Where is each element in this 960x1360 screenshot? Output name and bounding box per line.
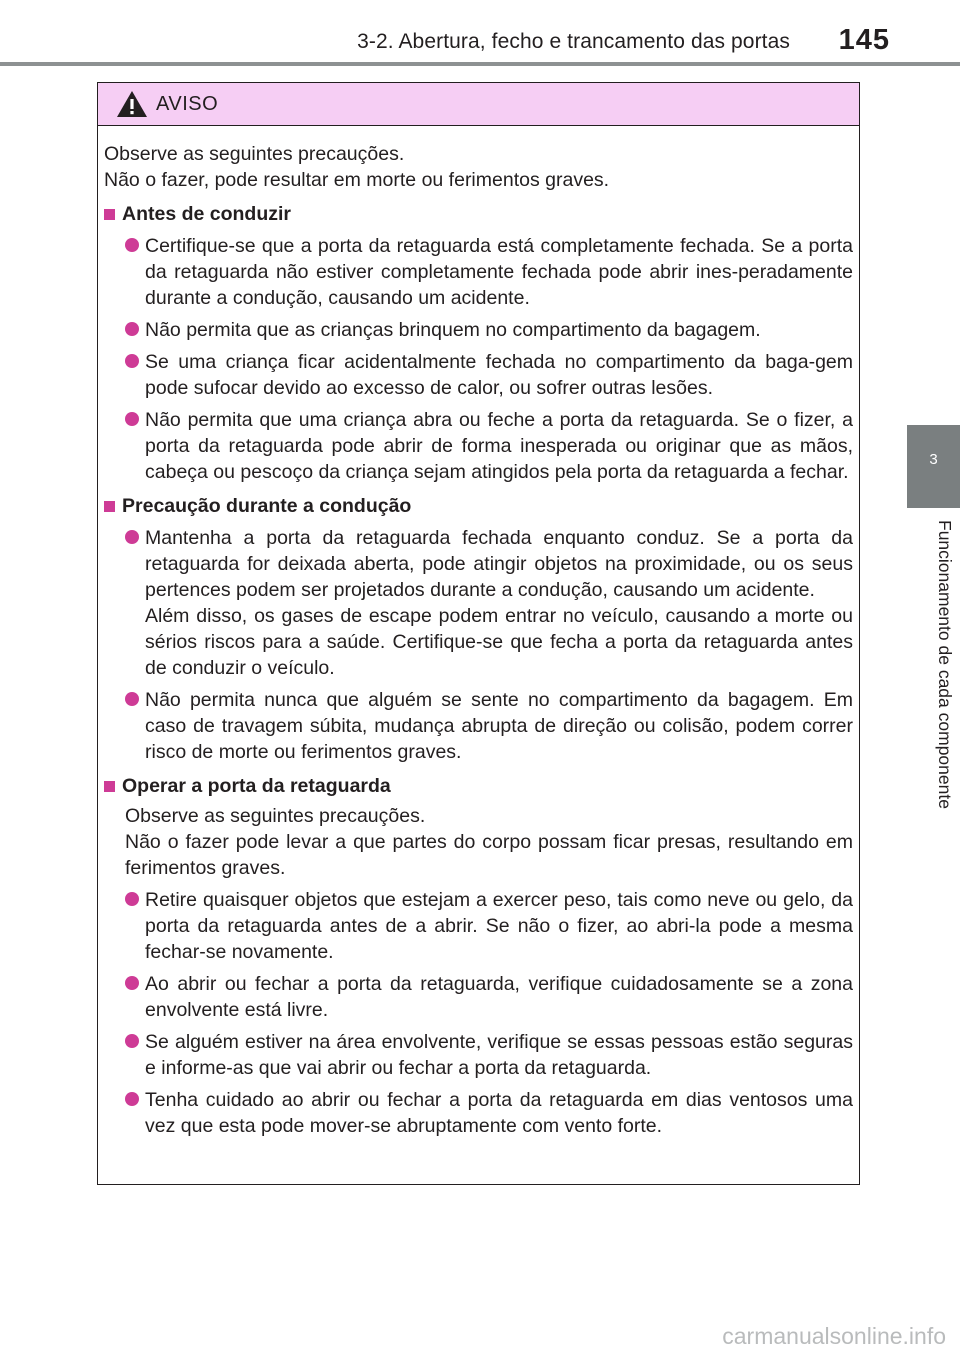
bullet-text: Além disso, os gases de escape podem entrar no veículo, causando a morte ou sérios riscos para a saúde. Certifique-se que fecha a porta da retaguarda antes de conduzir o veículo.	[145, 605, 853, 679]
bullet-text: Não permita que as crianças brinquem no compartimento da bagagem.	[145, 319, 761, 341]
round-bullet-icon	[125, 692, 139, 706]
header-divider	[0, 62, 960, 66]
bullet-item	[104, 687, 853, 765]
warning-box	[97, 82, 860, 1185]
bullet-item	[104, 317, 853, 343]
watermark: carmanualsonline.info	[722, 1323, 946, 1349]
round-bullet-icon	[125, 354, 139, 368]
warning-header	[98, 83, 859, 126]
round-bullet-icon	[125, 530, 139, 544]
intro-line: Não o fazer pode levar a que partes do corpo possam ficar presas, resultando em ferimentos graves.	[125, 831, 853, 879]
section-heading-text: Antes de conduzir	[122, 203, 292, 225]
bullet-text: Tenha cuidado ao abrir ou fechar a porta da retaguarda em dias ventosos uma vez que esta pode mover-se abruptamente com vento forte.	[145, 1089, 853, 1137]
bullet-text-group	[145, 525, 853, 681]
round-bullet-icon	[125, 892, 139, 906]
intro-line: Observe as seguintes precauções.	[125, 805, 426, 827]
bullet-text: Não permita que uma criança abra ou feche a porta da retaguarda. Se o fizer, a porta da retaguarda pode abrir de forma inesperada ou originar que as mãos, cabeça ou pescoço da criança sejam atingidos pela porta da retaguarda a fechar.	[145, 409, 853, 483]
round-bullet-icon	[125, 976, 139, 990]
warning-title: AVISO	[156, 92, 219, 115]
intro-line: Observe as seguintes precauções.	[104, 143, 405, 165]
bullet-text: Ao abrir ou fechar a porta da retaguarda, verifique cuidadosamente se a zona envolvente está livre.	[145, 973, 853, 1021]
bullet-item	[104, 1029, 853, 1081]
bullet-text: Mantenha a porta da retaguarda fechada enquanto conduz. Se a porta da retaguarda for deixada aberta, pode atingir objetos na proximidade, ou os seus pertences podem ser projetados durante a condução, causando um acidente.	[145, 527, 853, 601]
chapter-number: 3	[929, 451, 938, 468]
section-heading	[104, 773, 853, 799]
bullet-item	[104, 971, 853, 1023]
section-heading	[104, 493, 853, 519]
section-intro	[125, 803, 853, 881]
section-heading	[104, 201, 853, 227]
bullet-item	[104, 407, 853, 485]
square-bullet-icon	[104, 209, 115, 220]
section-title: 3-2. Abertura, fecho e trancamento das portas	[357, 30, 790, 53]
chapter-label: Funcionamento de cada componente	[935, 520, 955, 809]
page-number: 145	[838, 24, 890, 56]
bullet-text: Certifique-se que a porta da retaguarda está completamente fechada. Se a porta da retaguarda não estiver completamente fechada pode abrir ines-peradamente durante a condução, causando um acidente.	[145, 235, 853, 309]
warning-triangle-icon	[116, 90, 148, 118]
bullet-item	[104, 349, 853, 401]
bullet-text: Se uma criança ficar acidentalmente fechada no compartimento da baga-gem pode sufocar devido ao excesso de calor, ou sofrer outras lesões.	[145, 351, 853, 399]
round-bullet-icon	[125, 412, 139, 426]
section-heading-text: Precaução durante a condução	[122, 495, 412, 517]
chapter-tab	[907, 425, 960, 508]
bullet-text: Se alguém estiver na área envolvente, verifique se essas pessoas estão seguras e informe-as que vai abrir ou fechar a porta da retaguarda.	[145, 1031, 853, 1079]
bullet-text: Não permita nunca que alguém se sente no compartimento da bagagem. Em caso de travagem súbita, mudança abrupta de direção ou colisão, podem correr risco de morte ou ferimentos graves.	[145, 689, 853, 763]
bullet-text: Retire quaisquer objetos que estejam a exercer peso, tais como neve ou gelo, da porta da retaguarda antes de a abrir. Se não o fizer, ao abri-la pode a mesma fechar-se novamente.	[145, 889, 853, 963]
square-bullet-icon	[104, 501, 115, 512]
round-bullet-icon	[125, 238, 139, 252]
bullet-item	[104, 1087, 853, 1139]
round-bullet-icon	[125, 1092, 139, 1106]
square-bullet-icon	[104, 781, 115, 792]
intro-line: Não o fazer, pode resultar em morte ou ferimentos graves.	[104, 169, 610, 191]
bullet-item	[104, 525, 853, 681]
section-heading-text: Operar a porta da retaguarda	[122, 775, 391, 797]
round-bullet-icon	[125, 1034, 139, 1048]
warning-intro	[104, 141, 853, 193]
bullet-item	[104, 233, 853, 311]
round-bullet-icon	[125, 322, 139, 336]
bullet-item	[104, 887, 853, 965]
warning-body	[104, 141, 853, 1139]
